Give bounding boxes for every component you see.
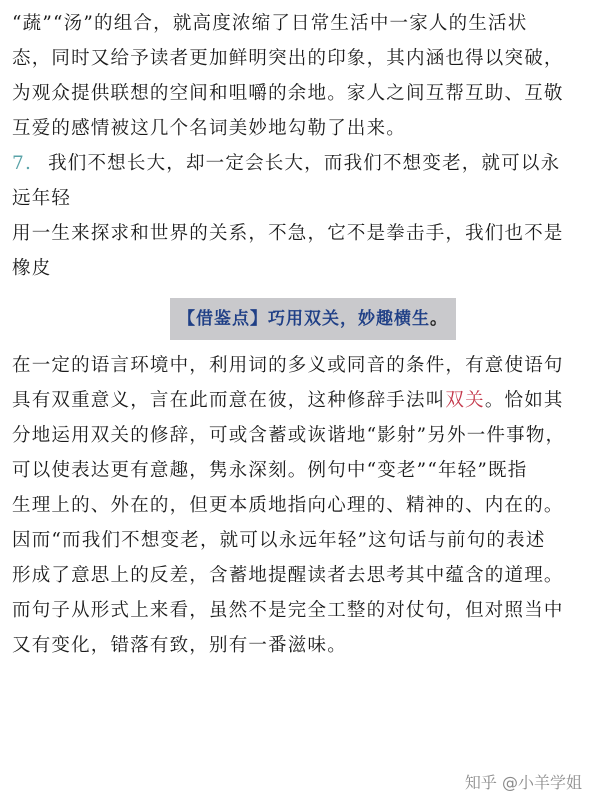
example-text-line: 远年轻 <box>12 188 72 209</box>
text-line: 生理上的、外在的，但更本质地指向心理的、精神的、内在的。 <box>12 495 564 516</box>
text-line: 互爱的感情被这几个名词美妙地勾勒了出来。 <box>12 118 407 139</box>
paragraph-analysis <box>12 348 590 663</box>
text-line: 可以使表达更有意趣，隽永深刻。例句中“变老”“年轻”既指 <box>12 460 528 481</box>
example-item-7 <box>12 146 590 286</box>
text-segment: 具有双重意义，言在此而意在彼，这种修辞手法叫 <box>12 390 446 411</box>
text-line: 为观众提供联想的空间和咀嚼的余地。家人之间互帮互助、互敬 <box>12 83 564 104</box>
item-number: 7. <box>12 153 33 174</box>
example-text-line: 橡皮 <box>12 258 52 279</box>
highlight-banner <box>170 298 456 340</box>
banner-text: 【借鉴点】巧用双关，妙趣横生 <box>178 309 430 329</box>
text-line: 在一定的语言环境中，利用词的多义或同音的条件，有意使语句 <box>12 355 564 376</box>
text-line: 因而“而我们不想变老，就可以永远年轻”这句话与前句的表述 <box>12 530 546 551</box>
example-text-line: 用一生来探求和世界的关系，不急，它不是拳击手，我们也不是 <box>12 223 564 244</box>
paragraph-intro <box>12 6 590 146</box>
text-line: 分地运用双关的修辞，可或含蓄或诙谐地“影射”另外一件事物， <box>12 425 566 446</box>
highlighted-term: 双关 <box>445 390 485 411</box>
text-line: “蔬”“汤”的组合，就高度浓缩了日常生活中一家人的生活状 <box>12 13 528 34</box>
text-line: 态，同时又给予读者更加鲜明突出的印象，其内涵也得以突破， <box>12 48 564 69</box>
example-first-line <box>12 146 590 181</box>
text-line: 又有变化，错落有致，别有一番滋味。 <box>12 635 347 656</box>
text-line <box>12 383 590 418</box>
text-line: 形成了意思上的反差，含蓄地提醒读者去思考其中蕴含的道理。 <box>12 565 564 586</box>
section-heading <box>36 290 590 348</box>
example-text: 我们不想长大，却一定会长大，而我们不想变老，就可以永 <box>48 153 561 174</box>
text-line: 而句子从形式上来看，虽然不是完全工整的对仗句，但对照当中 <box>12 600 564 621</box>
text-segment: 。恰如其 <box>484 390 564 411</box>
watermark: 知乎 @小羊学姐 <box>461 769 586 794</box>
banner-end-mark: 。 <box>430 309 448 329</box>
